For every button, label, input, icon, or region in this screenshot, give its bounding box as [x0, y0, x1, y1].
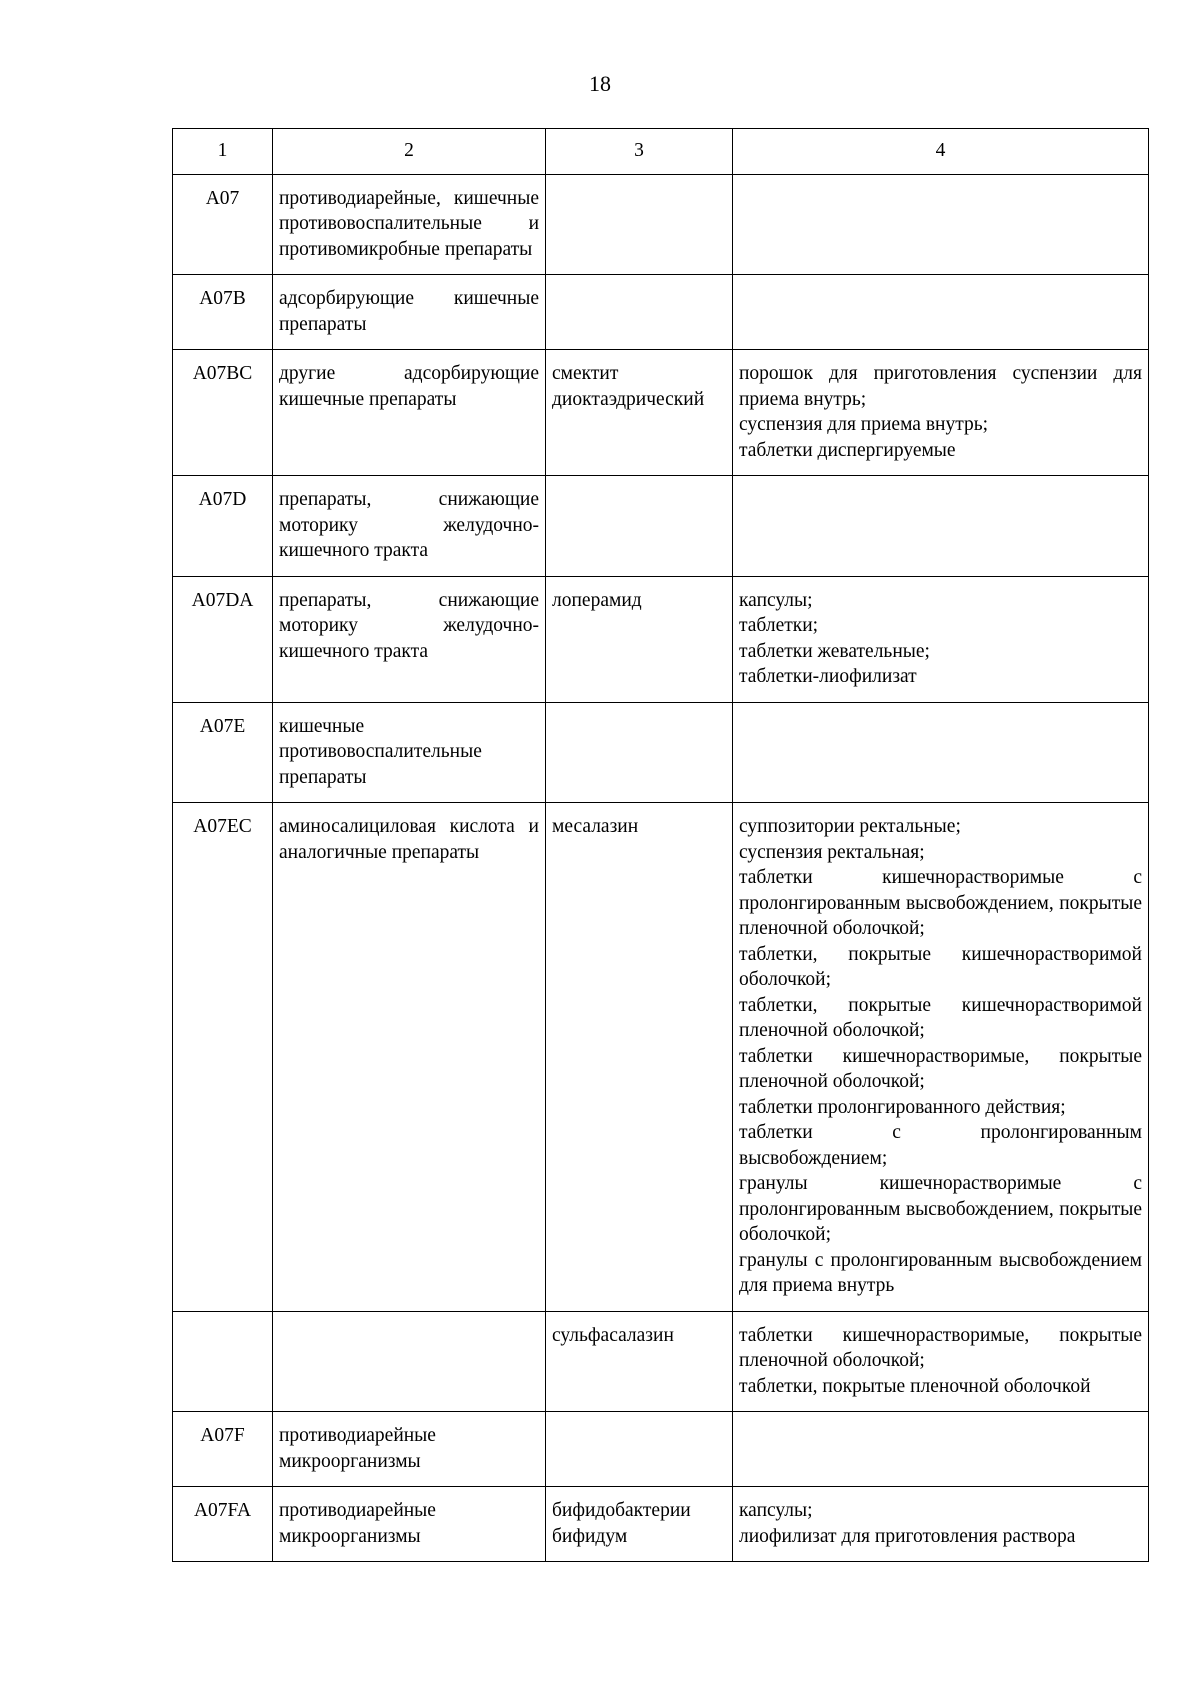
- dosage-form-item: порошок для приготовления суспензии для приема внутрь;: [739, 363, 1142, 410]
- anatomical-group-cell: адсорбирующие кишечные препараты: [273, 275, 546, 350]
- header-cell-code: 1: [173, 129, 273, 175]
- substance-cell: [546, 275, 733, 350]
- dosage-forms-cell: [733, 275, 1149, 350]
- dosage-forms-cell: [733, 576, 1149, 702]
- dosage-form-item: гранулы кишечнорастворимые с пролонгированным высвобождением, покрытые оболочкой;: [739, 1173, 1142, 1245]
- anatomical-group-cell: противодиарейные микроорганизмы: [273, 1412, 546, 1487]
- dosage-form-item: капсулы;: [739, 589, 813, 611]
- dosage-forms-cell: [733, 1487, 1149, 1562]
- anatomical-group-cell: другие адсорбирующие кишечные препараты: [273, 350, 546, 476]
- table-row: [173, 275, 1149, 350]
- drug-table: [172, 128, 1149, 1562]
- atc-code-cell: А07ВС: [173, 350, 273, 476]
- dosage-forms-cell: [733, 350, 1149, 476]
- anatomical-group-cell: препараты, снижающие моторику желудочно-кишечного тракта: [273, 576, 546, 702]
- atc-code-cell: А07F: [173, 1412, 273, 1487]
- atc-code-cell: [173, 1311, 273, 1412]
- dosage-form-item: таблетки пролонгированного действия;: [739, 1096, 1066, 1118]
- dosage-form-item: таблетки диспергируемые: [739, 439, 956, 461]
- atc-code-cell: А07Е: [173, 702, 273, 803]
- atc-code-cell: А07В: [173, 275, 273, 350]
- dosage-form-item: суппозитории ректальные;: [739, 816, 961, 837]
- substance-cell: [546, 1412, 733, 1487]
- table-row: [173, 1487, 1149, 1562]
- table-row: [173, 350, 1149, 476]
- atc-code-cell: А07D: [173, 476, 273, 577]
- dosage-form-item: таблетки кишечнорастворимые, покрытые пленочной оболочкой;: [739, 1045, 1142, 1092]
- dosage-forms-cell: [733, 174, 1149, 275]
- table-row: [173, 803, 1149, 1312]
- anatomical-group-cell: препараты, снижающие моторику желудочно-кишечного тракта: [273, 476, 546, 577]
- dosage-form-item: таблетки;: [739, 615, 819, 636]
- dosage-form-item: суспензия для приема внутрь;: [739, 414, 989, 435]
- dosage-form-item: таблетки, покрытые пленочной оболочкой: [739, 1375, 1091, 1397]
- atc-code-cell: А07ЕС: [173, 803, 273, 1312]
- atc-code-cell: А07: [173, 174, 273, 275]
- header-cell-group: 2: [273, 129, 546, 175]
- table-body: [173, 129, 1149, 1562]
- atc-code-cell: А07FA: [173, 1487, 273, 1562]
- anatomical-group-cell: противодиарейные, кишечные противовоспалительные и противомикробные препараты: [273, 174, 546, 275]
- substance-cell: бифидобактерии бифидум: [546, 1487, 733, 1562]
- substance-cell: смектит диоктаэдрический: [546, 350, 733, 476]
- table-row: [173, 1311, 1149, 1412]
- table-row: [173, 174, 1149, 275]
- table-row: [173, 1412, 1149, 1487]
- anatomical-group-cell: кишечные противовоспалительные препараты: [273, 702, 546, 803]
- substance-cell: сульфасалазин: [546, 1311, 733, 1412]
- anatomical-group-cell: противодиарейные микроорганизмы: [273, 1487, 546, 1562]
- dosage-form-item: гранулы с пролонгированным высвобождением для приема внутрь: [739, 1249, 1142, 1296]
- header-cell-substance: 3: [546, 129, 733, 175]
- dosage-forms-cell: [733, 476, 1149, 577]
- dosage-forms-cell: [733, 1412, 1149, 1487]
- substance-cell: [546, 702, 733, 803]
- dosage-form-item: таблетки кишечнорастворимые с пролонгированным высвобождением, покрытые пленочной оболочкой;: [739, 867, 1142, 939]
- substance-cell: месалазин: [546, 803, 733, 1312]
- dosage-form-item: таблетки жевательные;: [739, 640, 930, 662]
- page-number: 18: [589, 71, 611, 96]
- dosage-form-item: таблетки с пролонгированным высвобождением;: [739, 1122, 1142, 1169]
- dosage-form-item: капсулы;: [739, 1500, 813, 1521]
- dosage-form-item: таблетки, покрытые кишечнорастворимой оболочкой;: [739, 943, 1142, 990]
- table-header-row: [173, 129, 1149, 175]
- table-row: [173, 576, 1149, 702]
- dosage-forms-cell: [733, 803, 1149, 1312]
- anatomical-group-cell: аминосалициловая кислота и аналогичные препараты: [273, 803, 546, 1312]
- substance-cell: лоперамид: [546, 576, 733, 702]
- table-row: [173, 702, 1149, 803]
- substance-cell: [546, 174, 733, 275]
- dosage-form-item: суспензия ректальная;: [739, 841, 925, 863]
- header-cell-forms: 4: [733, 129, 1149, 175]
- anatomical-group-cell: [273, 1311, 546, 1412]
- atc-code-cell: А07DA: [173, 576, 273, 702]
- dosage-form-item: таблетки-лиофилизат: [739, 666, 917, 687]
- table-row: [173, 476, 1149, 577]
- substance-cell: [546, 476, 733, 577]
- dosage-form-item: таблетки, покрытые кишечнорастворимой пленочной оболочкой;: [739, 994, 1142, 1041]
- dosage-form-item: лиофилизат для приготовления раствора: [739, 1525, 1076, 1547]
- dosage-forms-cell: [733, 702, 1149, 803]
- dosage-forms-cell: [733, 1311, 1149, 1412]
- dosage-form-item: таблетки кишечнорастворимые, покрытые пленочной оболочкой;: [739, 1324, 1142, 1371]
